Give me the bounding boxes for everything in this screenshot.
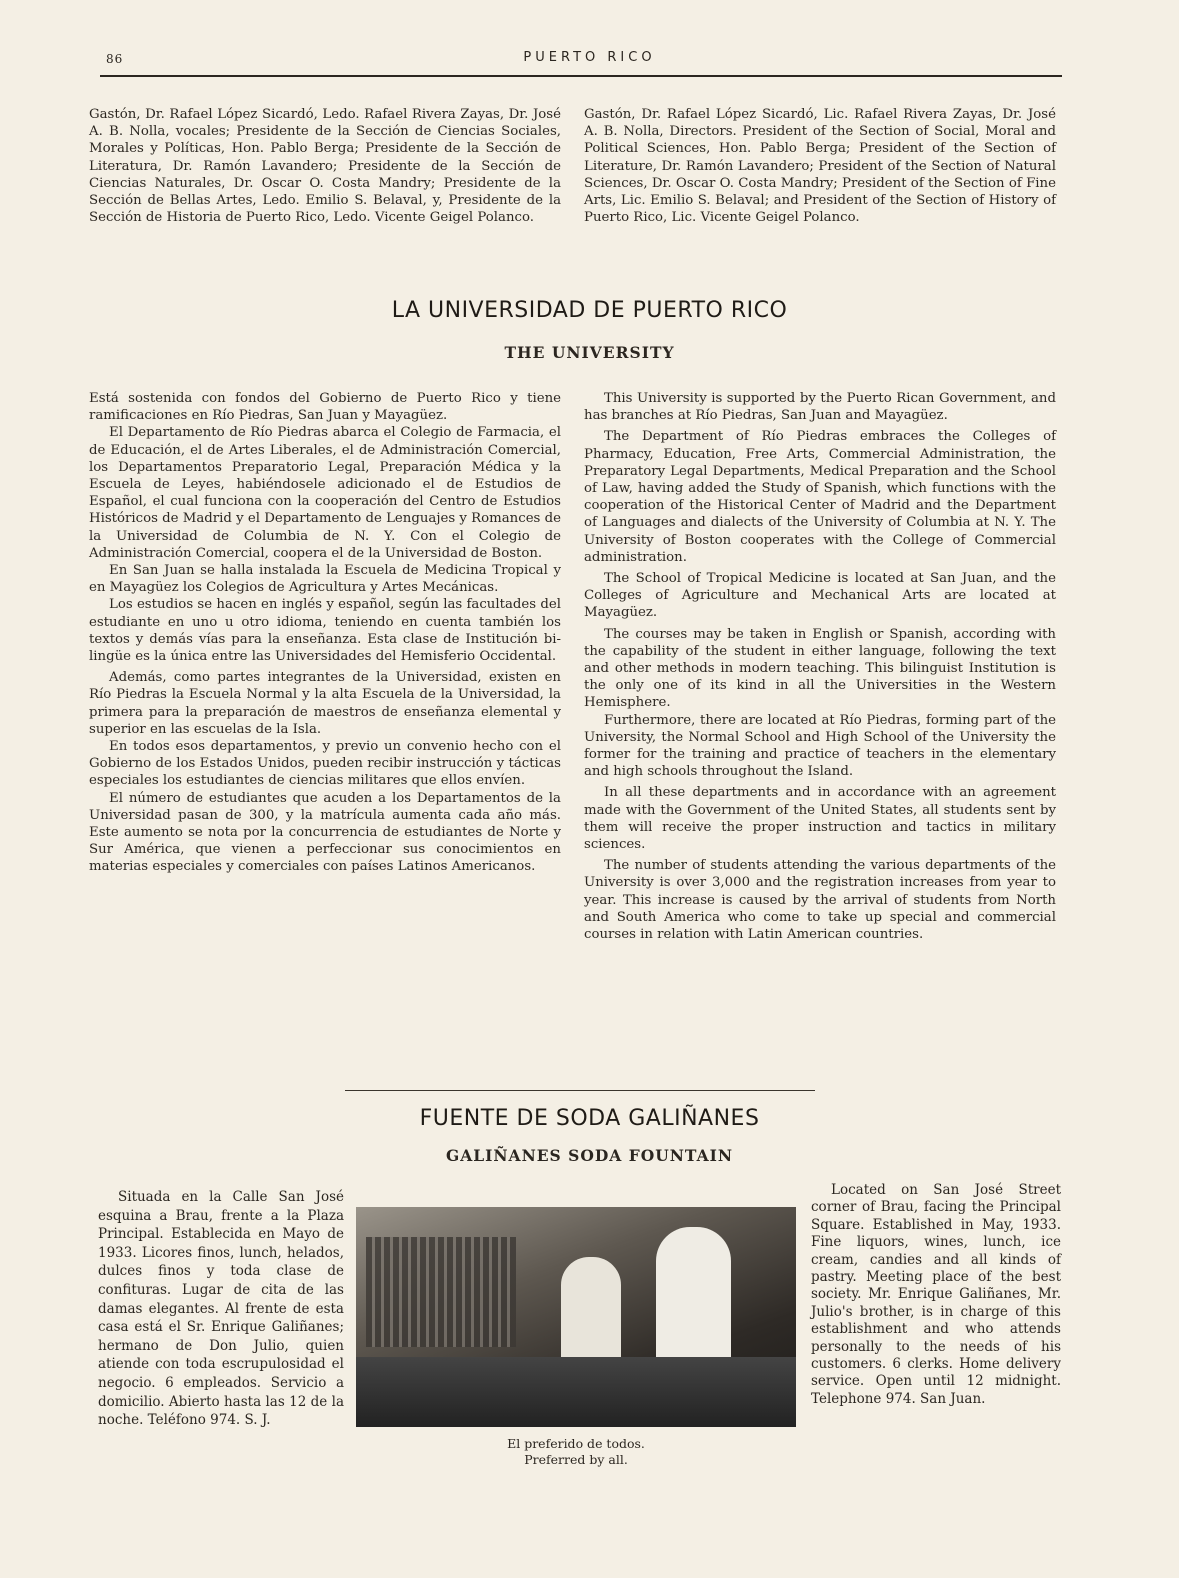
soda-title: FUENTE DE SODA GALIÑANES [419, 1106, 760, 1131]
top-spanish-text: Gastón, Dr. Rafael López Sicardó, Ledo. Rafael Rivera Zayas, Dr. José A. B. Nolla, vocales; Presidente de la Sección de Ciencias Sociales, Morales y Políticas, Hon. Pablo Berga; Presidente de la Sección de Literatura, Dr. Ramón Lavandero; Presidente de la Sección de Ciencias Naturales, Dr. Oscar O. Costa Mandry; Presidente de la Sección de Bellas Artes, Ledo. Emilio S. Belaval, y, Presidente de la Sección de Historia de Puerto Rico, Ledo. Vicente Geigel Polanco. [89, 107, 561, 226]
paragraph: El número de estudiantes que acuden a los Departamentos de la Universidad pasan de 300, y la matrícula aumenta cada año más. Este aumento se nota por la concurrencia de estudiantes de Norte y Sur América, que vienen a perfeccionar sus conocimientos en materias especiales y comerciales con países Latinos Americanos. [89, 790, 561, 875]
paragraph: En San Juan se halla instalada la Escuela de Medicina Tropical y en Mayagüez los Colegios de Agricultura y Artes Mecánicas. [89, 563, 561, 596]
photo-shelves [366, 1237, 516, 1347]
photo-caption-english: Preferred by all. [524, 1452, 628, 1467]
paragraph: Además, como partes integrantes de la Universidad, existen en Río Piedras la Escuela Normal y la alta Escuela de la Universidad, la primera para la preparación de maestros de enseñanza elemental y superior en las escuelas de la Isla. [89, 670, 561, 737]
header-rule [100, 75, 1062, 77]
paragraph: Está sostenida con fondos del Gobierno de Puerto Rico y tiene ramificaciones en Río Piedras, San Juan y Mayagüez. [89, 391, 561, 424]
paragraph: Los estudios se hacen en inglés y español, según las facultades del estudiante en uno u otro idioma, teniendo en cuenta también los textos y demás vías para la enseñanza. Esta clase de Institución bi-lingüe es la única entre las Universidades del Hemisferio Occidental. [89, 597, 561, 665]
university-title: LA UNIVERSIDAD DE PUERTO RICO [391, 298, 788, 323]
page-number: 86 [106, 52, 124, 66]
top-spanish-column [89, 106, 561, 226]
paragraph: The School of Tropical Medicine is located at San Juan, and the Colleges of Agriculture and Mechanical Arts are located at Mayagüez. [584, 571, 1056, 621]
paragraph: In all these departments and in accordance with an agreement made with the Government of the United States, all students sent by them will receive the proper instruction and tactics in military sciences. [584, 785, 1056, 853]
paragraph: The number of students attending the various departments of the University is over 3,000 and the registration increases from year to year. This increase is caused by the arrival of students from North and South America who come to take up special and commercial courses in relation with Latin American countries. [584, 858, 1056, 943]
photo-counter [356, 1357, 796, 1427]
running-title: PUERTO RICO [523, 50, 656, 65]
university-spanish-column [89, 390, 561, 876]
soda-english-column [811, 1182, 1061, 1408]
soda-english-text: Located on San José Street corner of Brau, facing the Principal Square. Established in May, 1933. Fine liquors, wines, lunch, ice cream, candies and all kinds of pastry. Meeting place of the best society. Mr. Enrique Galiñanes, Mr. Julio's brother, is in charge of this establishment and who attends personally to the needs of his customers. 6 clerks. Home delivery service. Open until 12 midnight. Telephone 974. San Juan. [811, 1182, 1061, 1407]
top-english-text: Gastón, Dr. Rafael López Sicardó, Lic. Rafael Rivera Zayas, Dr. José A. B. Nolla, Directors. President of the Section of Social, Moral and Political Sciences, Hon. Pablo Berga; President of the Section of Literature, Dr. Ramón Lavandero; President of the Section of Natural Sciences, Dr. Oscar O. Costa Mandry; President of the Section of Fine Arts, Lic. Emilio S. Belaval; and President of the Section of History of Puerto Rico, Lic. Vicente Geigel Polanco. [584, 107, 1056, 226]
paragraph: The courses may be taken in English or Spanish, according with the capability of the student in either language, following the text and other methods in modern teaching. This bilinguist Institution is the only one of its kind in all the Universities in the Western Hemisphere. [584, 626, 1056, 711]
photo-caption-spanish: El preferido de todos. [507, 1436, 645, 1451]
paragraph: Furthermore, there are located at Río Piedras, forming part of the University, the Normal School and High School of the University the former for the training and practice of teachers in the elementary and high schools throughout the Island. [584, 712, 1056, 780]
soda-subtitle: GALIÑANES SODA FOUNTAIN [445, 1146, 734, 1165]
paragraph: The Department of Río Piedras embraces the Colleges of Pharmacy, Education, Free Arts, Commercial Administration, the Preparatory Legal Departments, Medical Preparation and the School of Law, having added the Study of Spanish, which functions with the cooperation of the Historical Center of Madrid and the Department of Languages and dialects of the University of Columbia at N. Y. The University of Boston cooperates with the College of Commercial administration. [584, 429, 1056, 565]
paragraph: El Departamento de Río Piedras abarca el Colegio de Farmacia, el de Educación, el de Artes Liberales, el de Administración Comercial, los Departamentos Preparatorio Legal, Preparación Médica y la Escuela de Leyes, habiéndosele adicionado el de Estudios de Español, el cual funciona con la cooperación del Centro de Estudios Históricos de Madrid y el Departamento de Lenguajes y Romances de la Universidad de Columbia de N. Y. Con el Colegio de Administración Comercial, coopera el de la Universidad de Boston. [89, 425, 561, 561]
soda-fountain-photo [356, 1207, 796, 1427]
soda-spanish-text: Situada en la Calle San José esquina a Brau, frente a la Plaza Principal. Establecida en Mayo de 1933. Licores finos, lunch, helados, dulces finos y toda clase de confituras. Lugar de cita de las damas elegantes. Al frente de esta casa está el Sr. Enrique Galiñanes; hermano de Don Julio, quien atiende con toda escrupulosidad el negocio. 6 empleados. Servicio a domicilio. Abierto hasta las 12 de la noche. Teléfono 974. S. J. [98, 1189, 344, 1429]
top-english-column [584, 106, 1056, 226]
university-english-column [584, 390, 1056, 943]
section-divider [345, 1090, 815, 1091]
photo-clerk [656, 1227, 731, 1367]
paragraph: En todos esos departamentos, y previo un convenio hecho con el Gobierno de los Estados Unidos, pueden recibir instrucción y tácticas especiales los estudiantes de ciencias militares que ellos envíen. [89, 739, 561, 789]
photo-clerk [561, 1257, 621, 1367]
university-subtitle: THE UNIVERSITY [504, 343, 675, 362]
paragraph: This University is supported by the Puerto Rican Government, and has branches at Río Piedras, San Juan and Mayagüez. [584, 391, 1056, 424]
soda-spanish-column [98, 1188, 344, 1430]
